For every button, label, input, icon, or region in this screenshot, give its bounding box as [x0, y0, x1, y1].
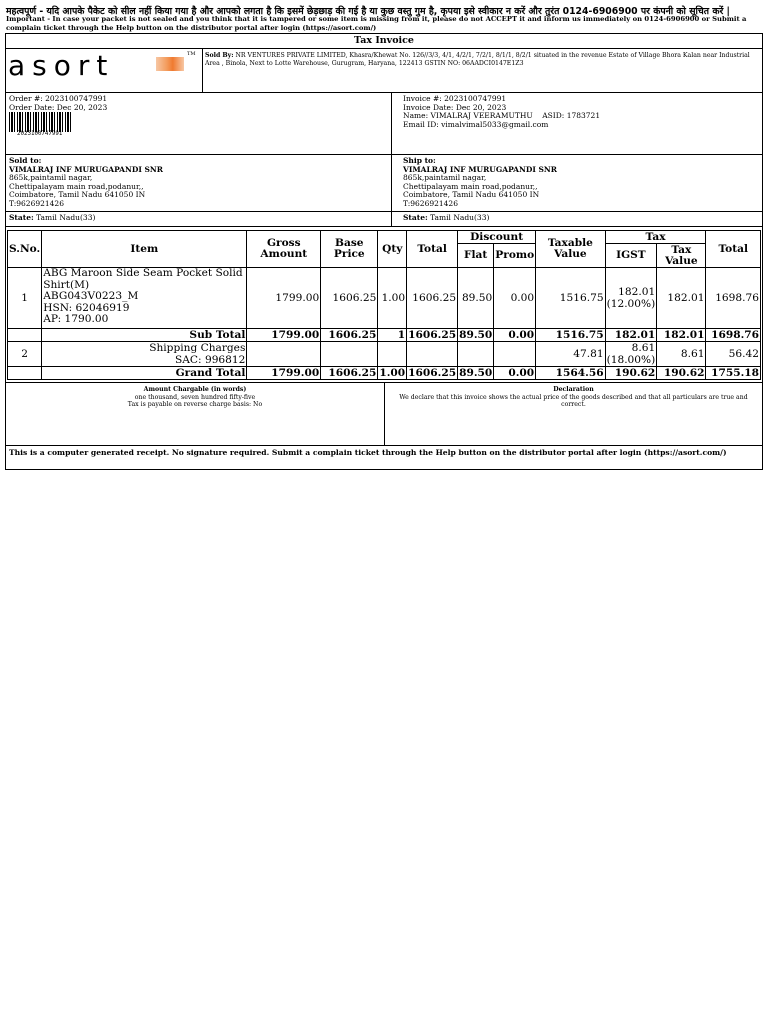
item1-ap: AP: 1790.00 [43, 313, 109, 325]
hindi-notice: महत्वपूर्ण - यदि आपके पैकेट को सील नहीं किया गया है और आपको लगता है कि इसमें छेड़छाड़ की गई है या कुछ वस्तु गुम है, कृपया इसे स्वीकार न करें और तुरंत 0124-6906900 पर कंपनी को सूचित करें | [6, 6, 730, 17]
item1-sno: 1 [8, 268, 42, 329]
grandtotal-line-total: 1755.18 [706, 367, 761, 380]
col-line-total: Total [706, 231, 761, 268]
subtotal-label: Sub Total [42, 329, 247, 342]
item2-igst-rate: (18.00%) [606, 354, 656, 366]
invoice-title-box [5, 33, 763, 49]
sold-to-name: VIMALRAJ INF MURUGAPANDI SNR [9, 164, 163, 174]
grandtotal-label: Grand Total [42, 367, 247, 380]
col-gross: Gross Amount [247, 231, 321, 268]
state-value: Tamil Nadu(33) [36, 213, 96, 222]
item1-qty: 1.00 [378, 268, 407, 329]
item1-tax-value: 182.01 [657, 268, 706, 329]
item2-sno: 2 [8, 342, 42, 367]
sold-by-address: NR VENTURES PRIVATE LIMITED, Khasra/Khewat No. 126//3/3, 4/1, 4/2/1, 7/2/1, 8/1/1, 8/2/1 situated in the revenue Estate of Village Bhora Kalan near Industrial Area , Binola, Next to Lotte Warehouse, Gurugram, Haryana, 122413 GSTIN NO: 06AADCI0147E1Z3 [205, 52, 750, 67]
english-notice: Important - In case your packet is not sealed and you think that it is tampered or some item is missing from it, please do not ACCEPT it and inform us immediately on 0124-6906900 or Submit a complain ticket through the Help button on the distributor portal after login (https://asort.com/) [6, 15, 747, 32]
ship-to-label: Ship to: [403, 156, 436, 165]
amount-words-title: Amount Chargable (in words) [143, 386, 247, 393]
grandtotal-flat: 89.50 [459, 367, 493, 379]
subtotal-line-total: 1698.76 [706, 329, 761, 342]
grandtotal-igst: 190.62 [605, 367, 657, 380]
item1-flat: 89.50 [458, 268, 494, 329]
col-discount: Discount [458, 231, 536, 244]
item2-tax-value: 8.61 [657, 342, 706, 367]
table-row [8, 268, 761, 329]
sold-to-state [9, 214, 388, 223]
grandtotal-row [8, 367, 761, 380]
sold-to-line1: 865k,paintamil nagar, [9, 173, 93, 183]
subtotal-base: 1606.25 [321, 329, 378, 342]
item1-total: 1606.25 [407, 268, 458, 329]
items-table [7, 230, 761, 380]
subtotal-row [8, 329, 761, 342]
item1-taxable: 1516.75 [536, 268, 605, 329]
item1-name: ABG Maroon Side Seam Pocket Solid Shirt(M) [43, 267, 243, 291]
state-label: State: [403, 213, 428, 222]
subtotal-gross: 1799.00 [247, 329, 321, 342]
grandtotal-base: 1606.25 [321, 367, 378, 380]
grandtotal-tax-value: 190.62 [657, 367, 706, 380]
col-flat: Flat [458, 244, 494, 268]
asort-logo [8, 51, 114, 81]
subtotal-flat: 89.50 [459, 329, 493, 341]
invoice-date: Invoice Date: Dec 20, 2023 [403, 102, 507, 112]
ship-to-state-box [391, 211, 763, 227]
col-taxable: Taxable Value [536, 231, 605, 268]
logo-mosaic-icon [156, 57, 184, 71]
invoice-number: Invoice #: 2023100747991 [403, 94, 507, 103]
item2-igst-amount: 8.61 [631, 342, 656, 354]
grandtotal-total: 1606.25 [408, 367, 457, 379]
grandtotal-taxable: 1564.56 [536, 367, 605, 380]
customer-name: Name: VIMALRAJ VEERAMUTHU [403, 111, 533, 121]
item1-sku: ABG043V0223_M [43, 290, 139, 302]
state-value: Tamil Nadu(33) [430, 213, 490, 222]
subtotal-promo: 0.00 [494, 329, 536, 342]
grandtotal-gross: 1799.00 [247, 367, 321, 380]
declaration-box [384, 382, 763, 446]
grandtotal-qty: 1.00 [379, 367, 406, 379]
subtotal-qty: 1 [378, 329, 407, 342]
order-number: Order #: 2023100747991 [9, 94, 108, 103]
subtotal-igst: 182.01 [605, 329, 657, 342]
item1-gross: 1799.00 [247, 268, 321, 329]
sold-by-label: Sold By: [205, 52, 234, 59]
order-barcode [9, 112, 73, 132]
ship-to-line2: Chettipalayam main road,podanur,, [403, 181, 538, 191]
item2-desc [42, 342, 247, 367]
sold-to-box [5, 154, 392, 212]
item1-base: 1606.25 [321, 268, 378, 329]
col-qty: Qty [378, 231, 407, 268]
ship-to-box [391, 154, 763, 212]
order-date: Order Date: Dec 20, 2023 [9, 102, 108, 112]
footer-text: This is a computer generated receipt. No signature required. Submit a complain ticket through the Help button on the distributor portal after login (https://asort.com/) [9, 448, 727, 457]
item2-line-total: 56.42 [706, 342, 761, 367]
ship-to-state [403, 214, 751, 223]
col-promo: Promo [494, 244, 536, 268]
sold-to-state-box [5, 211, 392, 227]
ship-to-line1: 865k,paintamil nagar, [403, 173, 487, 183]
item1-hsn: HSN: 62046919 [43, 301, 130, 314]
invoice-title: Tax Invoice [354, 35, 414, 46]
declaration-text: We declare that this invoice shows the actual price of the goods described and that all particulars are true and correct. [399, 393, 748, 409]
col-total: Total [407, 231, 458, 268]
sold-to-phone: T:9626921426 [9, 198, 64, 208]
ship-to-name: VIMALRAJ INF MURUGAPANDI SNR [403, 164, 557, 174]
col-base: Base Price [321, 231, 378, 268]
item1-igst [605, 268, 657, 329]
item1-igst-amount: 182.01 [618, 286, 656, 298]
item1-promo: 0.00 [494, 268, 536, 329]
footer-box [5, 445, 763, 470]
logo-text: asort [8, 49, 115, 82]
amount-words-box [5, 382, 385, 446]
sold-to-line2: Chettipalayam main road,podanur,, [9, 181, 144, 191]
table-row [8, 342, 761, 367]
reverse-charge: Tax is payable on reverse charge basis: No [127, 401, 263, 409]
item2-sac: SAC: 996812 [175, 354, 246, 366]
state-label: State: [9, 213, 34, 222]
trademark: TM [187, 51, 196, 57]
invoice-email: Email ID: vimalvimal5033@gmail.com [403, 119, 549, 129]
item1-igst-rate: (12.00%) [606, 298, 656, 310]
asid: ASID: 1783721 [542, 111, 601, 121]
sold-to-line3: Coimbatore, Tamil Nadu 641050 IN [9, 190, 146, 200]
logo-box [5, 48, 203, 93]
barcode-text: 2023100747991 [17, 131, 63, 137]
invoice-box [391, 92, 763, 155]
item1-line-total: 1698.76 [706, 268, 761, 329]
col-tax: Tax [605, 231, 706, 244]
sold-to-label: Sold to: [9, 156, 42, 165]
col-tax-value: Tax Value [657, 244, 706, 268]
grandtotal-promo: 0.00 [494, 367, 536, 380]
amount-words-text: one thousand, seven hundred fifty-five [134, 393, 256, 401]
col-sno: S.No. [8, 231, 42, 268]
ship-to-line3: Coimbatore, Tamil Nadu 641050 IN [403, 190, 540, 200]
sold-by-text [205, 52, 760, 67]
declaration-title: Declaration [553, 386, 594, 393]
sold-by-box [202, 48, 763, 93]
item2-igst [605, 342, 657, 367]
item1-desc [42, 268, 247, 329]
col-item: Item [42, 231, 247, 268]
item2-name: Shipping Charges [149, 342, 246, 354]
col-igst: IGST [605, 244, 657, 268]
subtotal-taxable: 1516.75 [536, 329, 605, 342]
subtotal-total: 1606.25 [408, 329, 457, 341]
ship-to-phone: T:9626921426 [403, 198, 458, 208]
item2-taxable: 47.81 [536, 342, 605, 367]
subtotal-tax-value: 182.01 [657, 329, 706, 342]
